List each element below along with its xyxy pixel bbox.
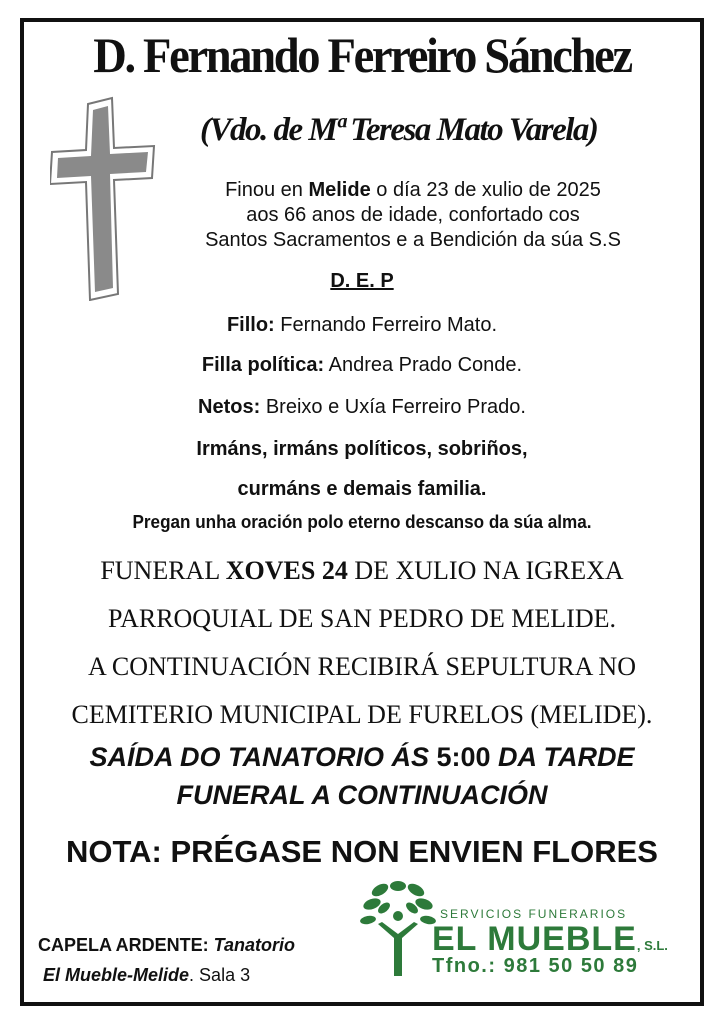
flowers-note: NOTA: PRÉGASE NON ENVIEN FLORES [66, 834, 658, 869]
funeral-line-4: CEMITERIO MUNICIPAL DE FURELOS (MELIDE). [71, 700, 653, 729]
departure-line-2: FUNERAL A CONTINUACIÓN [176, 780, 548, 810]
son-line: Fillo: Fernando Ferreiro Mato. [226, 314, 498, 336]
phone-number: Tfno.: 981 50 50 89 [432, 955, 639, 977]
tree-logo-icon [358, 878, 438, 978]
wake-location: CAPELA ARDENTE: Tanatorio El Mueble-Melide. Sala 3 [38, 935, 296, 985]
funeral-line-1: FUNERAL XOVES 24 DE XULIO NA IGREXA [100, 556, 624, 585]
funeral-line-3: A CONTINUACIÓN RECIBIRÁ SEPULTURA NO [88, 652, 636, 681]
logo-tagline: SERVICIOS FUNERARIOS [440, 907, 628, 921]
death-announcement: Finou en Melide o día 23 de xulio de 2025 aos 66 anos de idade, confortado cos Santos Sacramentos e a Bendición da súa S.S [205, 179, 621, 251]
other-relatives-line-2: curmáns e demais familia. [237, 478, 487, 500]
other-relatives-line-1: Irmáns, irmáns políticos, sobriños, [196, 438, 528, 460]
dep-label: D. E. P [330, 270, 394, 292]
departure-line-1: SAÍDA DO TANATORIO ÁS 5:00 DA TARDE [89, 742, 635, 772]
grandchildren-line: Netos: Breixo e Uxía Ferreiro Prado. [198, 396, 526, 418]
deceased-name: D. Fernando Ferreiro Sánchez [93, 27, 631, 83]
widower-of: (Vdo. de Mª Teresa Mato Varela) [200, 112, 598, 148]
prayer-request: Pregan unha oración polo eterno descanso da súa alma. [132, 512, 592, 532]
funeral-line-2: PARROQUIAL DE SAN PEDRO DE MELIDE. [108, 604, 616, 633]
logo-name: EL MUEBLE, S.L. [432, 920, 668, 958]
daughter-in-law-line: Filla política: Andrea Prado Conde. [201, 354, 523, 376]
